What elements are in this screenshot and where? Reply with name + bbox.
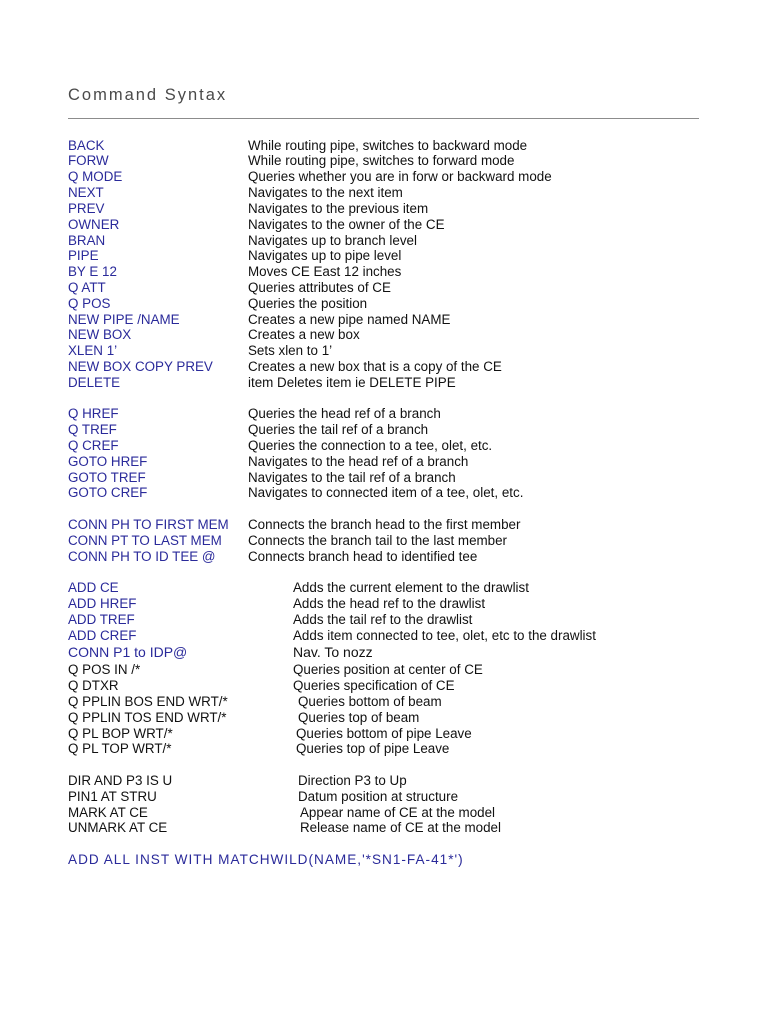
command: BRAN bbox=[68, 233, 106, 248]
description: Adds item connected to tee, olet, etc to the drawlist bbox=[293, 628, 596, 643]
command: Q PPLIN TOS END WRT/* bbox=[68, 710, 227, 725]
command: ADD CREF bbox=[68, 628, 137, 643]
page-title: Command Syntax bbox=[68, 86, 228, 104]
description: Queries top of pipe Leave bbox=[296, 741, 450, 756]
command: PIPE bbox=[68, 248, 99, 263]
command: GOTO CREF bbox=[68, 485, 148, 500]
command: GOTO HREF bbox=[68, 454, 148, 469]
description: Queries position at center of CE bbox=[293, 662, 483, 677]
command: NEW PIPE /NAME bbox=[68, 312, 180, 327]
description: Queries the tail ref of a branch bbox=[248, 422, 429, 437]
description: Queries attributes of CE bbox=[248, 280, 391, 295]
description: While routing pipe, switches to backward mode bbox=[248, 138, 528, 153]
command: MARK AT CE bbox=[68, 805, 148, 820]
command: PREV bbox=[68, 201, 105, 216]
command: Q POS IN /* bbox=[68, 662, 141, 677]
command: Q HREF bbox=[68, 406, 119, 421]
description: Navigates to the owner of the CE bbox=[248, 217, 445, 232]
command: NEXT bbox=[68, 185, 104, 200]
command: OWNER bbox=[68, 217, 120, 232]
description: Appear name of CE at the model bbox=[300, 805, 496, 820]
command: NEW BOX bbox=[68, 327, 132, 342]
command: BACK bbox=[68, 138, 105, 153]
command: Q CREF bbox=[68, 438, 119, 453]
description: Navigates up to pipe level bbox=[248, 248, 402, 263]
description: Navigates to the head ref of a branch bbox=[248, 454, 469, 469]
description: Queries bottom of beam bbox=[298, 694, 442, 709]
description: Queries the position bbox=[248, 296, 368, 311]
command: XLEN 1’ bbox=[68, 343, 118, 358]
description: Queries specification of CE bbox=[293, 678, 455, 693]
description: Navigates to connected item of a tee, olet, etc. bbox=[248, 485, 524, 500]
command: CONN P1 to IDP@ bbox=[68, 644, 188, 660]
description: Connects the branch tail to the last member bbox=[248, 533, 508, 548]
command: UNMARK AT CE bbox=[68, 820, 168, 835]
description: Queries the head ref of a branch bbox=[248, 406, 441, 421]
description: Queries the connection to a tee, olet, etc. bbox=[248, 438, 493, 453]
command: DELETE bbox=[68, 375, 121, 390]
description: Connects branch head to identified tee bbox=[248, 549, 478, 564]
description: Release name of CE at the model bbox=[300, 820, 501, 835]
description: Queries whether you are in forw or backward mode bbox=[248, 169, 552, 184]
command: DIR AND P3 IS U bbox=[68, 773, 173, 788]
command: Q PL TOP WRT/* bbox=[68, 741, 172, 756]
command: ADD CE bbox=[68, 580, 119, 595]
description: Datum position at structure bbox=[298, 789, 459, 804]
command: Q MODE bbox=[68, 169, 123, 184]
command: BY E 12 bbox=[68, 264, 117, 279]
command: Q PL BOP WRT/* bbox=[68, 726, 173, 741]
command: ADD TREF bbox=[68, 612, 135, 627]
command: CONN PH TO FIRST MEM bbox=[68, 517, 229, 532]
description: Navigates up to branch level bbox=[248, 233, 417, 248]
command: NEW BOX COPY PREV bbox=[68, 359, 213, 374]
description: Queries bottom of pipe Leave bbox=[296, 726, 472, 741]
description: Navigates to the tail ref of a branch bbox=[248, 470, 456, 485]
command: Q ATT bbox=[68, 280, 106, 295]
description: Creates a new box bbox=[248, 327, 360, 342]
command: Q DTXR bbox=[68, 678, 119, 693]
description: Navigates to the next item bbox=[248, 185, 403, 200]
description: Adds the current element to the drawlist bbox=[293, 580, 529, 595]
description: Nav. To nozz bbox=[293, 644, 373, 660]
description: While routing pipe, switches to forward mode bbox=[248, 153, 515, 168]
title-rule bbox=[68, 118, 699, 119]
description: item Deletes item ie DELETE PIPE bbox=[248, 375, 456, 390]
command: FORW bbox=[68, 153, 109, 168]
description: Sets xlen to 1’ bbox=[248, 343, 333, 358]
command: Q TREF bbox=[68, 422, 117, 437]
description: Adds the head ref to the drawlist bbox=[293, 596, 486, 611]
description: Queries top of beam bbox=[298, 710, 420, 725]
command: GOTO TREF bbox=[68, 470, 146, 485]
description: Moves CE East 12 inches bbox=[248, 264, 402, 279]
command: PIN1 AT STRU bbox=[68, 789, 157, 804]
command: ADD HREF bbox=[68, 596, 137, 611]
description: Navigates to the previous item bbox=[248, 201, 429, 216]
description: Creates a new box that is a copy of the CE bbox=[248, 359, 502, 374]
command: Q PPLIN BOS END WRT/* bbox=[68, 694, 228, 709]
description: Creates a new pipe named NAME bbox=[248, 312, 451, 327]
command: CONN PH TO ID TEE @ bbox=[68, 549, 216, 564]
command: CONN PT TO LAST MEM bbox=[68, 533, 222, 548]
description: Adds the tail ref to the drawlist bbox=[293, 612, 473, 627]
description: Direction P3 to Up bbox=[298, 773, 407, 788]
last-command: ADD ALL INST WITH MATCHWILD(NAME,'*SN1-FA-41*') bbox=[68, 852, 464, 867]
description: Connects the branch head to the first member bbox=[248, 517, 521, 532]
command: Q POS bbox=[68, 296, 111, 311]
